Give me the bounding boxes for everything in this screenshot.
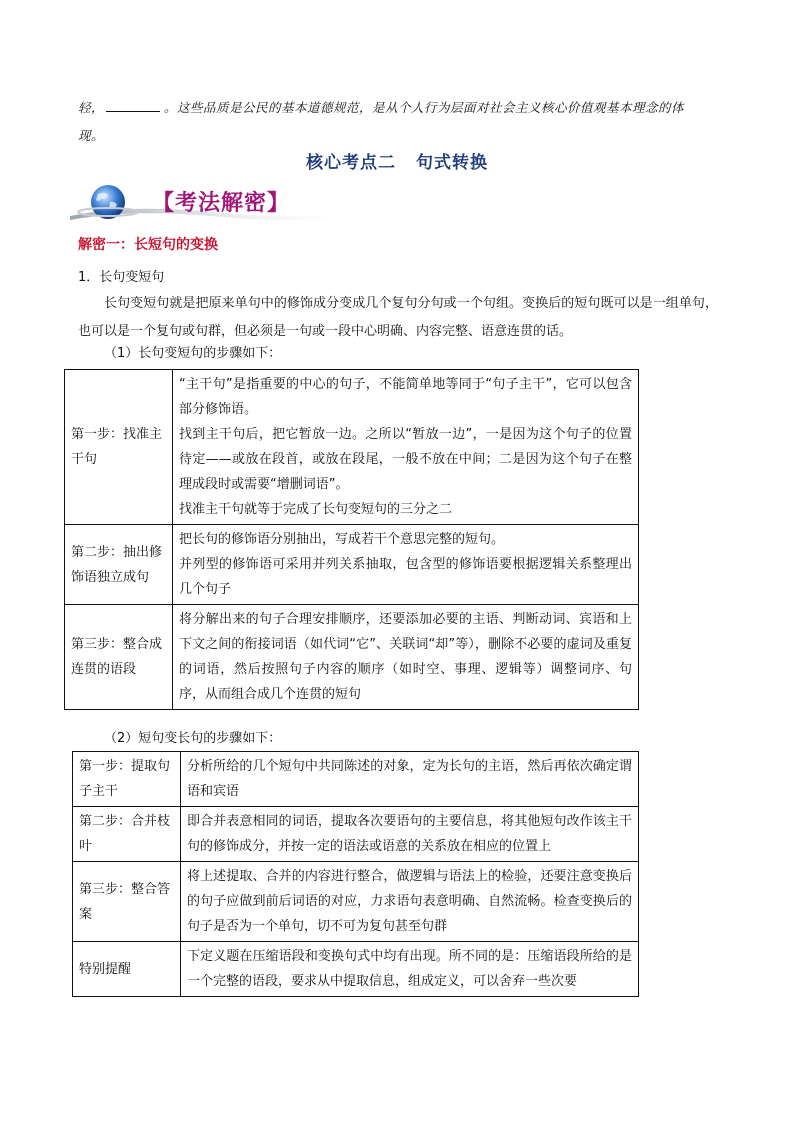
top-text-b: 。这些品质是公民的基本道德规范，是从个人行为层面对社会主义核心价值观基本理念的体: [164, 100, 685, 115]
table-row: [65, 605, 639, 710]
step-line: 将分解出来的句子合理安排顺序，还要添加必要的主语、判断动词、宾语和上下文之间的衔接词语（如代词“它”、关联词“却”等），删除不必要的虚词及重复的词语，然后按照句子内容的顺序（如时空、事理、逻辑等）调整词序、句序，从而组合成几个连贯的短句: [179, 612, 632, 702]
top-text-c: 现。: [78, 128, 105, 143]
subheading-2: （2）短句变长句的步骤如下：: [104, 731, 282, 746]
section-title-part1: 核心考点二: [306, 153, 396, 173]
section-title-part2: 句式转换: [416, 153, 488, 173]
table-row: [65, 370, 639, 525]
step-line: 把长句的修饰语分别抽出，写成若干个意思完整的短句。: [179, 532, 505, 547]
table-row: [65, 525, 639, 605]
table-row: [73, 942, 639, 997]
step-content: 分析所给的几个短句中共同陈述的对象，定为长句的主语，然后再依次确定谓语和宾语: [181, 752, 639, 807]
step-label: 第二步：抽出修饰语独立成句: [65, 525, 173, 605]
step-line: 并列型的修饰语可采用并列关系抽取，包含型的修饰语要根据逻辑关系整理出几个句子: [179, 557, 632, 597]
step-label: 第三步：整合答案: [73, 862, 181, 942]
step-label: 第二步：合并枝叶: [73, 807, 181, 862]
step-label: 特别提醒: [73, 942, 181, 997]
step-label: 第一步：提取句子主干: [73, 752, 181, 807]
step-content: [173, 370, 639, 525]
step-line: “主干句”是指重要的中心的句子，不能简单地等同于“句子主干”，它可以包含部分修饰语。: [179, 377, 632, 417]
answer-blank: [106, 97, 160, 112]
subheading-1: （1）长句变短句的步骤如下：: [104, 346, 282, 361]
step-content: 下定义题在压缩语段和变换句式中均有出现。所不同的是：压缩语段所给的是一个完整的语段，要求从中提取信息，组成定义，可以舍弃一些次要: [181, 942, 639, 997]
step-content: 将上述提取、合并的内容进行整合，做逻辑与语法上的检验，还要注意变换后的句子应做到前后词语的对应，力求语句表意明确、自然流畅。检查变换后的句子是否为一个单句，切不可为复句甚至句群: [181, 862, 639, 942]
intro-paragraph: 长句变短句就是把原来单句中的修饰成分变成几个复句分句或一个句组。变换后的短句既可以是一组单句，也可以是一个复句或句群，但必须是一句或一段中心明确、内容完整、语意连贯的话。: [78, 296, 718, 339]
step-content: [173, 525, 639, 605]
section-title: [0, 148, 794, 173]
item-heading: 1．长句变短句: [78, 270, 165, 285]
step-label: 第三步：整合成连贯的语段: [65, 605, 173, 710]
jiemi-heading: 解密一：长短句的变换: [78, 237, 218, 253]
top-text-a: 轻，: [78, 100, 105, 115]
table-row: [73, 807, 639, 862]
table-row: [73, 862, 639, 942]
table-row: [73, 752, 639, 807]
step-line: 找准主干句就等于完成了长句变短句的三分之二: [179, 502, 453, 517]
step-label: 第一步：找准主干句: [65, 370, 173, 525]
step-line: 找到主干句后，把它暂放一边。之所以“暂放一边”，一是因为这个句子的位置待定——或放在段首，或放在段尾，一般不放在中间；二是因为这个句子在整理成段时或需要“增删词语”。: [179, 427, 632, 492]
step-content: [173, 605, 639, 710]
step-content: 即合并表意相同的词语，提取各次要语句的主要信息，将其他短句改作该主干句的修饰成分，并按一定的语法或语意的关系放在相应的位置上: [181, 807, 639, 862]
short-to-long-table: [72, 751, 639, 997]
banner-label: 【考法解密】: [152, 191, 291, 216]
top-paragraph: [78, 94, 728, 150]
long-to-short-table: [64, 369, 639, 710]
